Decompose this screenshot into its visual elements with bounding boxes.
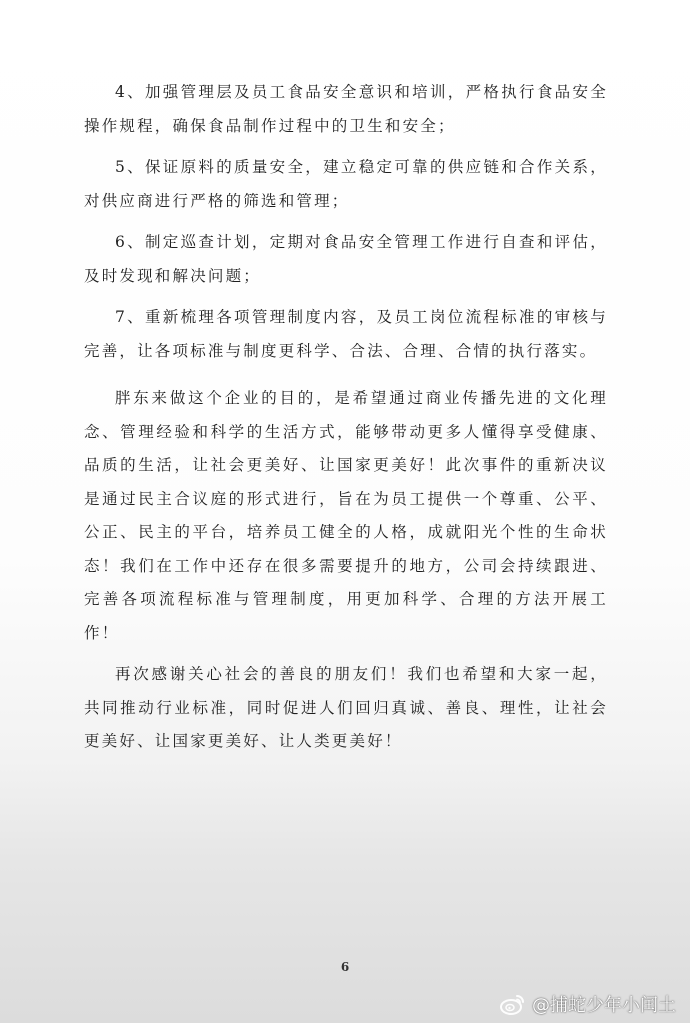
list-item: 6、制定巡查计划，定期对食品安全管理工作进行自查和评估，及时发现和解决问题；	[84, 233, 608, 285]
watermark-text: @捕蛇少年小闰土	[532, 995, 676, 1016]
list-item: 7、重新梳理各项管理制度内容，及员工岗位流程标准的审核与完善，让各项标准与制度更科学、合法、合理、合情的执行落实。	[84, 308, 608, 360]
closing-paragraphs	[84, 382, 608, 759]
measures-list	[84, 76, 608, 368]
page-number: 6	[340, 960, 350, 974]
list-item: 4、加强管理层及员工食品安全意识和培训，严格执行食品安全操作规程，确保食品制作过程中的卫生和安全；	[84, 83, 608, 135]
paragraph-thanks: 再次感谢关心社会的善良的朋友们！我们也希望和大家一起，共同推动行业标准，同时促进人们回归真诚、善良、理性，让社会更美好、让国家更美好、让人类更美好！	[84, 665, 608, 750]
paragraph-purpose: 胖东来做这个企业的目的，是希望通过商业传播先进的文化理念、管理经验和科学的生活方式，能够带动更多人懂得享受健康、品质的生活，让社会更美好、让国家更美好！此次事件的重新决议是通过民主合议庭的形式进行，旨在为员工提供一个尊重、公平、公正、民主的平台，培养员工健全的人格，成就阳光个性的生命状态！我们在工作中还存在很多需要提升的地方，公司会持续跟进、完善各项流程标准与管理制度，用更加科学、合理的方法开展工作！	[84, 389, 608, 642]
weibo-icon	[500, 993, 526, 1015]
watermark	[500, 991, 676, 1017]
list-item: 5、保证原料的质量安全，建立稳定可靠的供应链和合作关系，对供应商进行严格的筛选和管理；	[84, 158, 608, 210]
document-body	[84, 76, 608, 767]
